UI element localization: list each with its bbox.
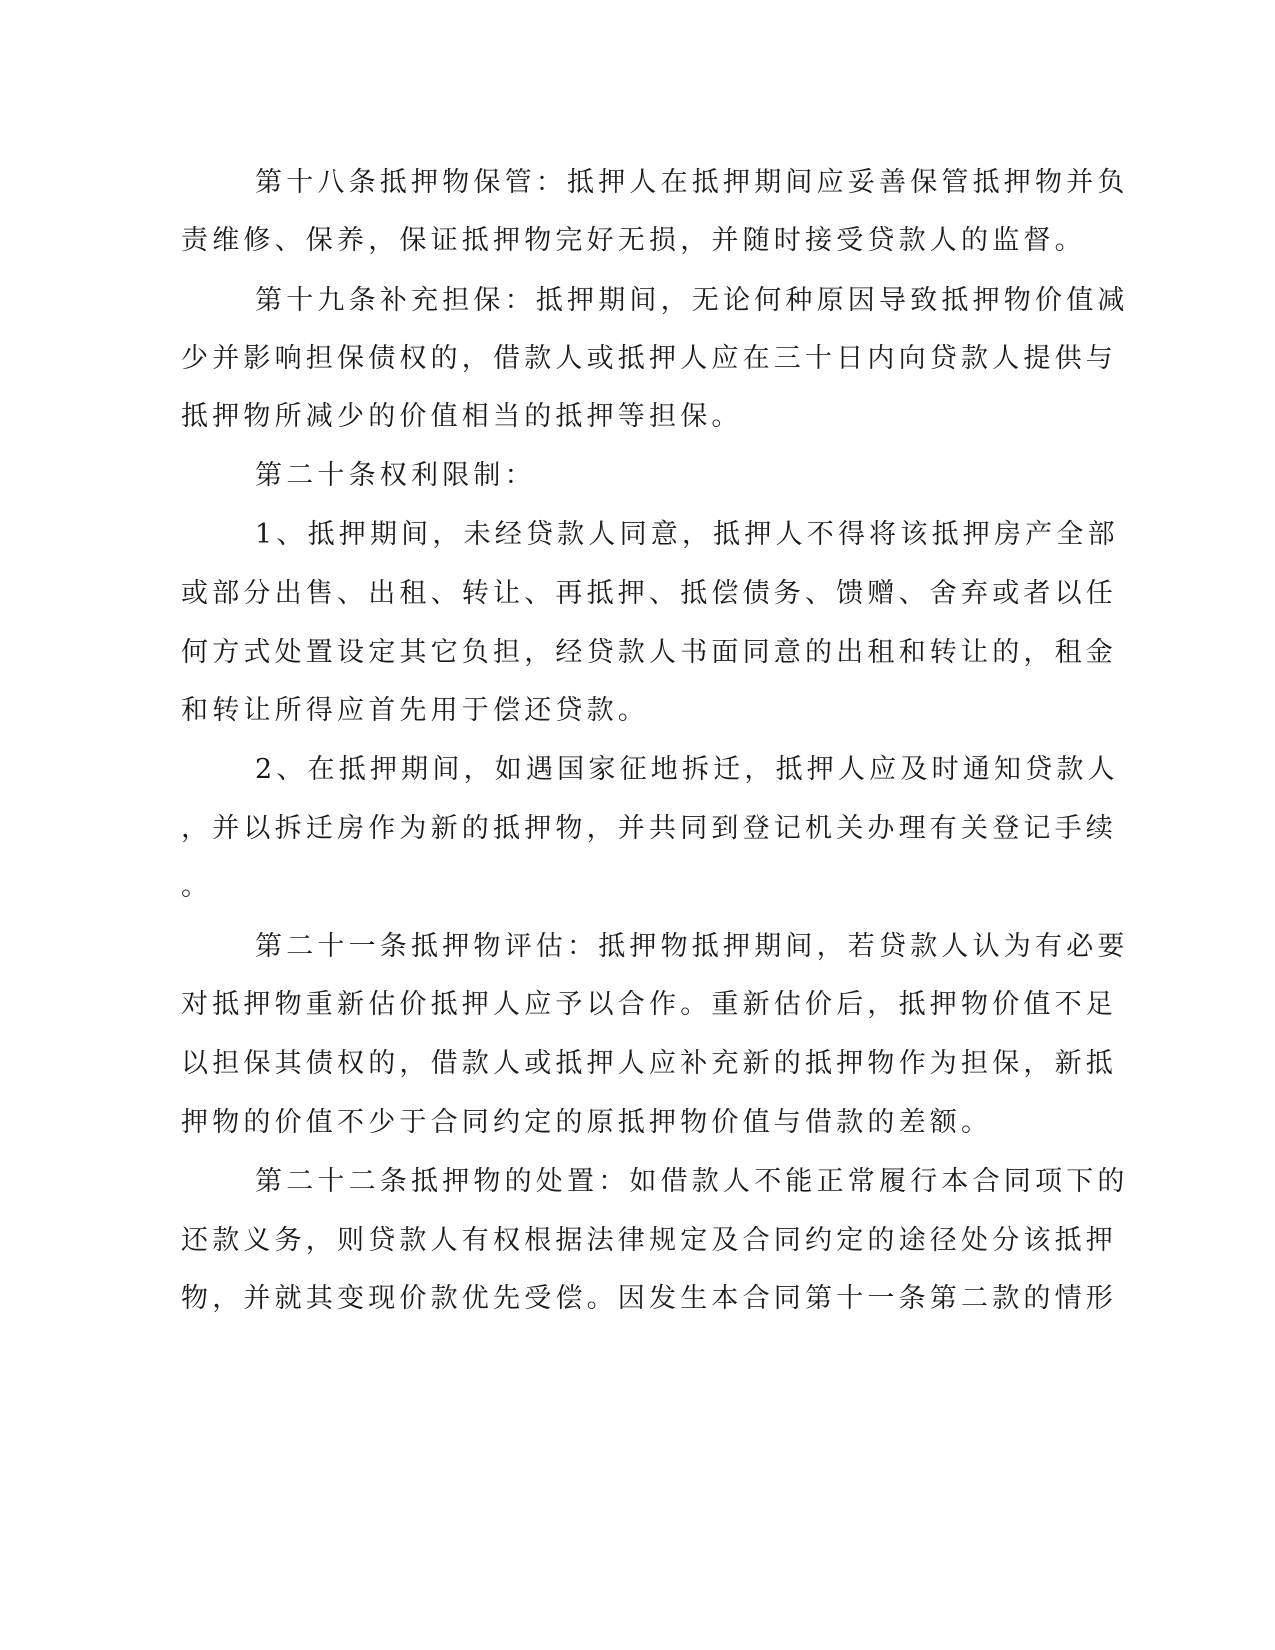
- article-21-line-4: 押物的价值不少于合同约定的原抵押物价值与借款的差额。: [181, 1107, 993, 1138]
- article-20-item-2-line-3: 。: [181, 871, 213, 902]
- article-20-item-1-line-1: 1、抵押期间，未经贷款人同意，抵押人不得将该抵押房产全部: [255, 519, 1119, 550]
- article-20-item-2-line-2: ，并以拆迁房作为新的抵押物，并共同到登记机关办理有关登记手续: [181, 813, 1117, 844]
- article-20-heading: 第二十条权利限制：: [255, 460, 536, 491]
- article-19-line-2: 少并影响担保债权的，借款人或抵押人应在三十日内向贷款人提供与: [181, 343, 1117, 374]
- article-18-line-1: 第十八条抵押物保管：抵押人在抵押期间应妥善保管抵押物并负: [255, 167, 1129, 198]
- article-19-line-1: 第十九条补充担保：抵押期间，无论何种原因导致抵押物价值减: [255, 285, 1129, 316]
- article-19-line-3: 抵押物所减少的价值相当的抵押等担保。: [181, 401, 743, 432]
- article-21-line-1: 第二十一条抵押物评估：抵押物抵押期间，若贷款人认为有必要: [255, 931, 1129, 962]
- article-22-line-1: 第二十二条抵押物的处置：如借款人不能正常履行本合同项下的: [255, 1166, 1129, 1197]
- article-20-item-1-line-4: 和转让所得应首先用于偿还贷款。: [181, 695, 649, 726]
- article-22-line-2: 还款义务，则贷款人有权根据法律规定及合同约定的途径处分该抵押: [181, 1225, 1117, 1256]
- article-21-line-3: 以担保其债权的，借款人或抵押人应补充新的抵押物作为担保，新抵: [181, 1048, 1117, 1079]
- article-18-line-2: 责维修、保养，保证抵押物完好无损，并随时接受贷款人的监督。: [181, 225, 1086, 256]
- article-20-item-1-line-3: 何方式处置设定其它负担，经贷款人书面同意的出租和转让的，租金: [181, 637, 1117, 668]
- article-20-item-2-line-1: 2、在抵押期间，如遇国家征地拆迁，抵押人应及时通知贷款人: [255, 754, 1119, 785]
- article-21-line-2: 对抵押物重新估价抵押人应予以合作。重新估价后，抵押物价值不足: [181, 989, 1117, 1020]
- article-22-line-3: 物，并就其变现价款优先受偿。因发生本合同第十一条第二款的情形: [181, 1283, 1117, 1314]
- article-20-item-1-line-2: 或部分出售、出租、转让、再抵押、抵偿债务、馈赠、舍弃或者以任: [181, 578, 1117, 609]
